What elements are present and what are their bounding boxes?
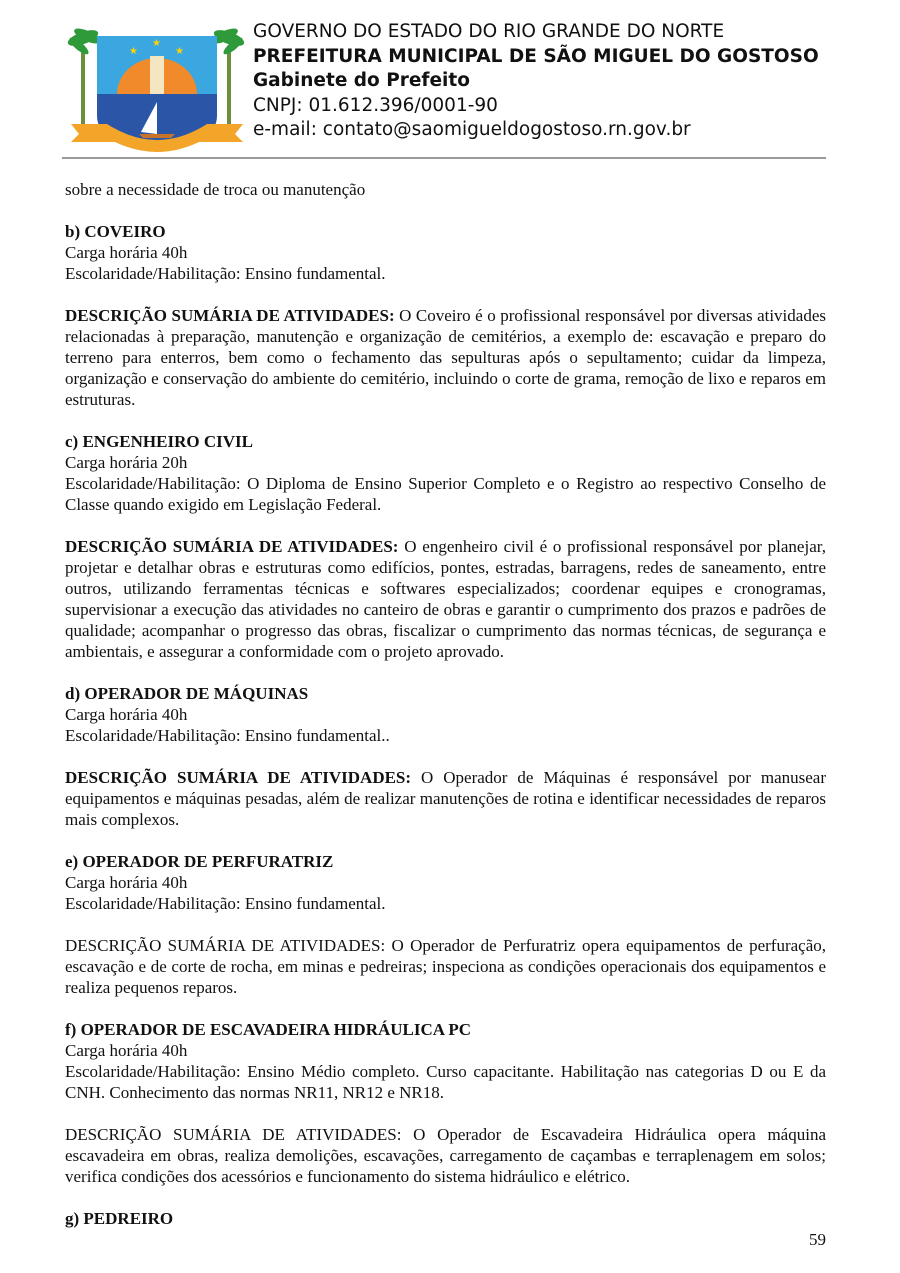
section-header [65, 683, 826, 746]
section-hours: Carga horária 40h [65, 243, 188, 262]
svg-text:★: ★ [152, 38, 161, 49]
section-hours: Carga horária 20h [65, 453, 188, 472]
page-number: 59 [809, 1230, 826, 1249]
section-hours: Carga horária 40h [65, 873, 188, 892]
section-description [65, 935, 826, 998]
section-header [65, 851, 826, 914]
municipal-coat-of-arms-logo [67, 16, 247, 154]
section-description [65, 305, 826, 410]
section-title: f) OPERADOR DE ESCAVADEIRA HIDRÁULICA PC [65, 1020, 472, 1039]
svg-text:★: ★ [175, 46, 184, 57]
section-education: Escolaridade/Habilitação: Ensino fundamental. [65, 264, 386, 283]
section-education: Escolaridade/Habilitação: O Diploma de Ensino Superior Completo e o Registro ao respectivo Conselho de Classe quando exigido em Legislação Federal. [65, 474, 826, 514]
section-description [65, 1124, 826, 1187]
description-text: O engenheiro civil é o profissional responsável por planejar, projetar e detalhar obras e estruturas como edifícios, pontes, estradas, barragens, redes de saneamento, entre outros, utilizando ferramentas técnicas e softwares especializados; coordenar equipes e cronogramas, supervisionar a execução das atividades no canteiro de obras e garantir o cumprimento dos prazos e padrões de qualidade; acompanhar o progresso das obras, fiscalizar o cumprimento das normas técnicas, de segurança e ambientais, e assegurar a conformidade com o projeto aprovado. [65, 537, 826, 661]
header-prefecture: PREFEITURA MUNICIPAL DE SÃO MIGUEL DO GOSTOSO [253, 45, 819, 67]
header-email: e-mail: contato@saomigueldogostoso.rn.gov.br [253, 119, 691, 140]
section-title: g) PEDREIRO [65, 1209, 174, 1228]
header-government: GOVERNO DO ESTADO DO RIO GRANDE DO NORTE [253, 21, 725, 42]
header-cnpj: CNPJ: 01.612.396/0001-90 [253, 94, 498, 116]
section-title: e) OPERADOR DE PERFURATRIZ [65, 852, 334, 871]
section-hours: Carga horária 40h [65, 1041, 188, 1060]
section-title: d) OPERADOR DE MÁQUINAS [65, 684, 309, 703]
header-office: Gabinete do Prefeito [253, 70, 470, 91]
section-title: c) ENGENHEIRO CIVIL [65, 432, 253, 451]
section-description [65, 536, 826, 662]
intro-text: sobre a necessidade de troca ou manutenção [65, 180, 366, 199]
svg-text:★: ★ [129, 46, 138, 57]
palm-tree-left [67, 26, 102, 126]
description-text: DESCRIÇÃO SUMÁRIA DE ATIVIDADES: O Operador de Escavadeira Hidráulica opera máquina escavadeira em obras, realiza demolições, escavações, carregamento de caçambas e terraplenagem em solos; verifica condições dos acessórios e funcionamento do sistema hidráulico e elétrico. [65, 1125, 826, 1186]
section-header [65, 1019, 826, 1103]
document-body [65, 179, 826, 1229]
letterhead [62, 14, 826, 159]
section-education: Escolaridade/Habilitação: Ensino fundamental. [65, 894, 386, 913]
section-hours: Carga horária 40h [65, 705, 188, 724]
description-label: DESCRIÇÃO SUMÁRIA DE ATIVIDADES: [65, 306, 395, 325]
section-header [65, 221, 826, 284]
description-text: DESCRIÇÃO SUMÁRIA DE ATIVIDADES: O Operador de Perfuratriz opera equipamentos de perfuração, escavação e de corte de rocha, em minas e pedreiras; inspeciona as condições operacionais dos equipamentos e realiza pequenos reparos. [65, 936, 826, 997]
section-description [65, 767, 826, 830]
section-education: Escolaridade/Habilitação: Ensino Médio completo. Curso capacitante. Habilitação nas categorias D ou E da CNH. Conhecimento das normas NR11, NR12 e NR18. [65, 1062, 826, 1102]
description-text: O Coveiro é o profissional responsável por diversas atividades relacionadas à preparação, manutenção e organização de cemitérios, a exemplo de: escavação e preparo do terreno para enterros, bem como o fechamento das sepulturas após o sepultamento; cuidar da limpeza, organização e conservação do ambiente do cemitério, incluindo o corte de grama, remoção de lixo e reparos em estruturas. [65, 306, 826, 409]
section-title: b) COVEIRO [65, 222, 166, 241]
description-label: DESCRIÇÃO SUMÁRIA DE ATIVIDADES: [65, 537, 399, 556]
section-education: Escolaridade/Habilitação: Ensino fundamental.. [65, 726, 390, 745]
description-text: O Operador de Máquinas é responsável por manusear equipamentos e máquinas pesadas, além de realizar manutenções de rotina e identificar necessidades de reparos mais complexos. [65, 768, 826, 829]
section-header [65, 431, 826, 515]
description-label: DESCRIÇÃO SUMÁRIA DE ATIVIDADES: [65, 768, 412, 787]
